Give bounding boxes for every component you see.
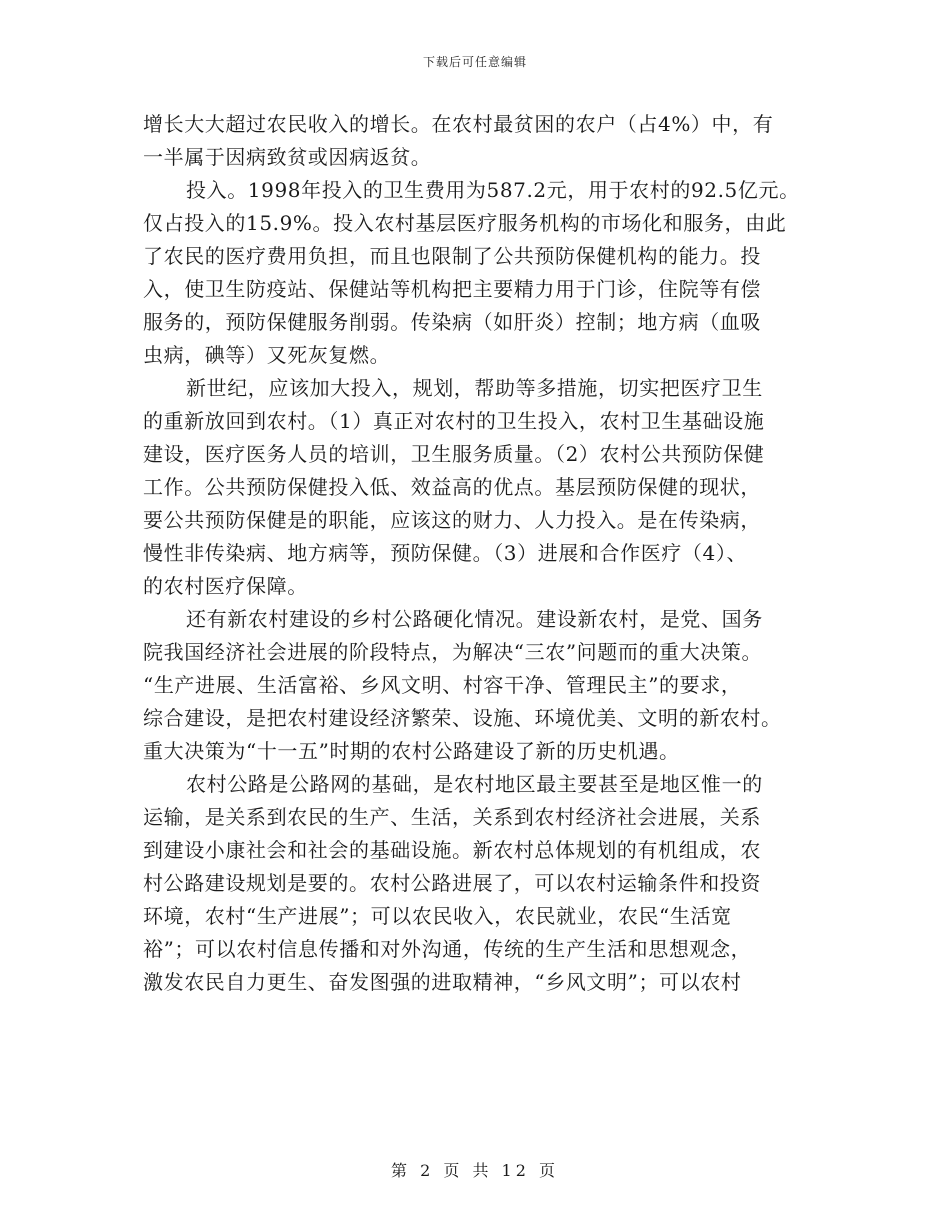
text-line: 运输，是关系到农民的生产、生活，关系到农村经济社会进展，关系 [143,805,761,829]
text-line: 要公共预防保健是的职能，应该这的财力、人力投入。是在传染病， [143,508,761,532]
text-line: 综合建设，是把农村建设经济繁荣、设施、环境优美、文明的新农村。 [143,706,782,730]
text-line: 新世纪，应该加大投入，规划，帮助等多措施，切实把医疗卫生 [186,376,763,400]
text-line: 了农民的医疗费用负担，而且也限制了公共预防保健机构的能力。投 [143,244,761,268]
text-line: 慢性非传染病、地方病等，预防保健。（3）进展和合作医疗（4）、 [143,541,748,565]
text-line: 村公路建设规划是要的。农村公路进展了，可以农村运输条件和投资 [143,871,761,895]
text-line: 农村公路是公路网的基础，是农村地区最主要甚至是地区惟一的 [186,772,763,796]
text-line: 虫病，碘等）又死灰复燃。 [143,343,391,367]
text-line: 激发农民自力更生、奋发图强的进取精神，“乡风文明”；可以农村 [143,970,742,994]
text-line: 一半属于因病致贫或因病返贫。 [143,145,432,169]
text-line: 服务的，预防保健服务削弱。传染病（如肝炎）控制；地方病（血吸 [143,310,761,334]
text-line: 仅占投入的15.9%。投入农村基层医疗服务机构的市场化和服务，由此 [143,211,787,235]
text-line: 重大决策为“十一五”时期的农村公路建设了新的历史机遇。 [143,739,680,763]
document-body [143,108,833,999]
text-line: 院我国经济社会进展的阶段特点，为解决“三农”问题而的重大决策。 [143,640,763,664]
text-line: 投入。1998年投入的卫生费用为587.2元，用于农村的92.5亿元。 [186,178,800,202]
text-line: 的农村医疗保障。 [143,574,308,598]
text-line: 增长大大超过农民收入的增长。在农村最贫困的农户（占4%）中，有 [143,112,774,136]
text-line: 还有新农村建设的乡村公路硬化情况。建设新农村，是党、国务 [186,607,763,631]
text-line: 环境，农村“生产进展”；可以农民收入，农民就业，农民“生活宽 [143,904,732,928]
text-line: “生产进展、生活富裕、乡风文明、村容干净、管理民主”的要求， [143,673,742,697]
text-line: 建设，医疗医务人员的培训，卫生服务质量。（2）农村公共预防保健 [143,442,765,466]
page-header: 下载后可任意编辑 [422,55,527,69]
text-line: 裕”；可以农村信息传播和对外沟通，传统的生产生活和思想观念， [143,937,752,961]
text-line: 工作。公共预防保健投入低、效益高的优点。基层预防保健的现状， [143,475,761,499]
text-line: 到建设小康社会和社会的基础设施。新农村总体规划的有机组成，农 [143,838,761,862]
page-footer: 第 2 页 共 12 页 [391,1161,559,1180]
text-line: 的重新放回到农村。（1）真正对农村的卫生投入，农村卫生基础设施 [143,409,765,433]
text-line: 入，使卫生防疫站、保健站等机构把主要精力用于门诊，住院等有偿 [143,277,761,301]
